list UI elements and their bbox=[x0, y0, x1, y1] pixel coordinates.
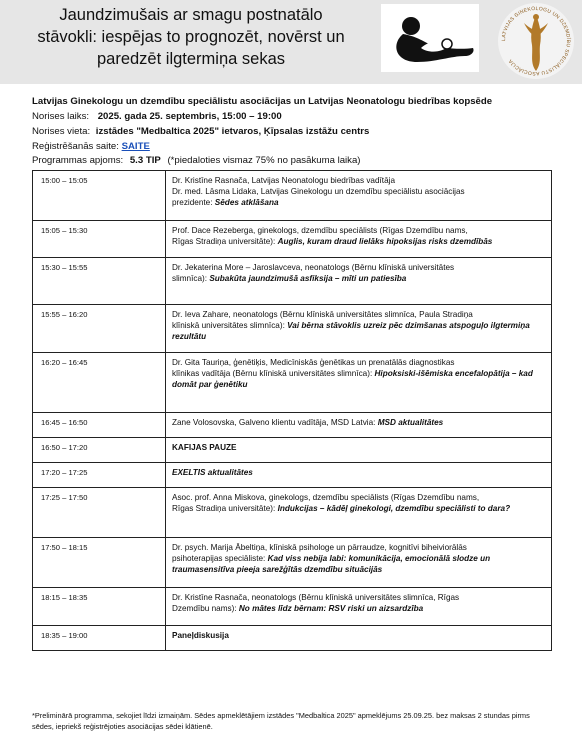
volume-note: (*piedaloties vismaz 75% no pasākuma laika) bbox=[167, 155, 361, 166]
time-label: Norises laiks: bbox=[32, 111, 90, 122]
title-line-3: paredzēt ilgtermiņa sekas bbox=[96, 50, 285, 68]
schedule-row bbox=[33, 221, 552, 258]
schedule-time: 18:35 – 19:00 bbox=[33, 626, 166, 651]
schedule-topic: MSD aktualitātes bbox=[377, 418, 444, 427]
schedule-time: 16:20 – 16:45 bbox=[33, 353, 166, 413]
schedule-speaker-text: Prof. Dace Rezeberga, ginekologs, dzemdību speciālists (Rīgas Dzemdību nams, bbox=[172, 226, 468, 235]
schedule-time: 15:55 – 16:20 bbox=[33, 305, 166, 353]
schedule-description bbox=[166, 626, 552, 651]
schedule-time: 15:00 – 15:05 bbox=[33, 171, 166, 221]
schedule-speaker-text: Zane Volosovska, Galveno klientu vadītāja, MSD Latvia: bbox=[172, 418, 378, 427]
schedule-description bbox=[166, 538, 552, 588]
schedule-row bbox=[33, 538, 552, 588]
schedule-speaker-text: Dr. Gita Tauriņa, ģenētiķis, Medicīniskās ģenētikas un prenatālās diagnostikas bbox=[172, 358, 455, 367]
schedule-description bbox=[166, 488, 552, 538]
time-line bbox=[32, 111, 282, 123]
schedule-speaker-text: Dzemdību nams): bbox=[172, 604, 239, 613]
schedule-speaker-text: klīniskā universitātes slimnīca): bbox=[172, 321, 288, 330]
footer-note: *Preliminārā programma, sekojiet līdzi izmaiņām. Sēdes apmeklētājiem izstādes "Medbaltica 2025" apmeklējums 25.09.25. bez maksas 2 stundas pirms sēdes, iepriekš reģistrējoties asociācijas sēdei klātienē. bbox=[32, 711, 530, 731]
schedule-speaker-text: Paneļdiskusija bbox=[172, 631, 229, 640]
schedule-row bbox=[33, 413, 552, 438]
schedule-description bbox=[166, 438, 552, 463]
volume-label: Programmas apjoms: bbox=[32, 155, 124, 166]
schedule-time: 17:20 – 17:25 bbox=[33, 463, 166, 488]
schedule-speaker-text: Dr. Kristīne Rasnača, neonatologs (Bērnu klīniskā universitātes slimnīca, Rīgas bbox=[172, 593, 460, 602]
schedule-speaker-text: Dr. Jekaterina More – Jaroslavceva, neonatologs (Bērnu klīniskā universitātes bbox=[172, 263, 455, 272]
neonatologists-logo-icon bbox=[381, 4, 479, 72]
schedule-topic: Hipoksiski-išēmiska encefalopātija – kad domāt par ģenētiku bbox=[172, 369, 533, 389]
page-header bbox=[0, 0, 582, 84]
schedule-row bbox=[33, 258, 552, 305]
registration-line bbox=[32, 141, 150, 153]
place-label: Norises vieta: bbox=[32, 126, 91, 137]
schedule-table bbox=[32, 170, 552, 651]
schedule-speaker-text: klīnikas vadītāja (Bērnu klīniskā universitātes slimnīca): bbox=[172, 369, 375, 378]
schedule-time: 16:45 – 16:50 bbox=[33, 413, 166, 438]
schedule-time: 15:05 – 15:30 bbox=[33, 221, 166, 258]
schedule-row bbox=[33, 463, 552, 488]
schedule-topic: No mātes līdz bērnam: RSV riski un aizsardzība bbox=[238, 604, 424, 613]
schedule-speaker-text: Dr. psych. Marija Ābeltiņa, klīniskā psihologe un pārraudze, kognitīvi biheiviorālās bbox=[172, 543, 467, 552]
schedule-time: 15:30 – 15:55 bbox=[33, 258, 166, 305]
volume-line bbox=[32, 155, 361, 167]
schedule-topic: Auglis, kuram draud lielāks hipoksijas risks dzemdībās bbox=[277, 237, 493, 246]
schedule-time: 16:50 – 17:20 bbox=[33, 438, 166, 463]
schedule-row bbox=[33, 353, 552, 413]
schedule-time: 17:50 – 18:15 bbox=[33, 538, 166, 588]
time-value: 2025. gada 25. septembris, 15:00 – 19:00 bbox=[97, 111, 282, 122]
schedule-topic: EXELTIS aktualitātes bbox=[172, 468, 253, 477]
schedule-speaker-text: slimnīca): bbox=[172, 274, 210, 283]
title-line-2: stāvokli: iespējas to prognozēt, novērst un bbox=[37, 28, 345, 46]
schedule-time: 17:25 – 17:50 bbox=[33, 488, 166, 538]
schedule-description bbox=[166, 305, 552, 353]
page-title bbox=[8, 4, 374, 70]
schedule-description bbox=[166, 258, 552, 305]
volume-value: 5.3 TIP bbox=[129, 155, 161, 166]
schedule-speaker-text: Rīgas Stradiņa universitāte): bbox=[172, 237, 278, 246]
schedule-row bbox=[33, 171, 552, 221]
schedule-description bbox=[166, 588, 552, 626]
schedule-description bbox=[166, 463, 552, 488]
schedule-topic: Vai bērna stāvoklis uzreiz pēc dzimšanas atspoguļo ilgtermiņa rezultātu bbox=[172, 321, 530, 341]
schedule-description bbox=[166, 413, 552, 438]
schedule-description bbox=[166, 353, 552, 413]
schedule-topic: Indukcijas – kādēļ ginekologi, dzemdību speciālisti to dara? bbox=[277, 504, 511, 513]
registration-link[interactable]: SAITE bbox=[121, 141, 150, 152]
schedule-speaker-text: Dr. Ieva Zahare, neonatologs (Bērnu klīniskā universitātes slimnīca, Paula Stradiņa bbox=[172, 310, 473, 319]
schedule-speaker-text: Dr. Kristīne Rasnača, Latvijas Neonatologu biedrības vadītāja bbox=[172, 176, 396, 185]
schedule-row bbox=[33, 305, 552, 353]
schedule-speaker-text: Dr. med. Lāsma Lidaka, Latvijas Ginekologu un dzemdību speciālistu asociācijas bbox=[172, 187, 465, 196]
schedule-topic: Kad viss nebija labi: komunikācija, emocionālā slodze un traumasensitīva pieeja sarežģītās dzemdību situācijās bbox=[172, 554, 491, 574]
schedule-speaker-text: psihoterapijas speciāliste: bbox=[172, 554, 268, 563]
schedule-speaker-text: KAFIJAS PAUZE bbox=[172, 443, 237, 452]
registration-label: Reģistrēšanās saite: bbox=[32, 141, 119, 152]
schedule-row bbox=[33, 438, 552, 463]
place-line bbox=[32, 126, 369, 138]
schedule-topic: Sēdes atklāšana bbox=[214, 198, 279, 207]
schedule-topic: Subakūta jaundzimušā asfiksija – mīti un patiesība bbox=[209, 274, 407, 283]
schedule-description bbox=[166, 221, 552, 258]
schedule-row bbox=[33, 488, 552, 538]
place-value: izstādes "Medbaltica 2025" ietvaros, Ķīpsalas izstāžu centrs bbox=[95, 126, 370, 137]
schedule-speaker-text: Rīgas Stradiņa universitāte): bbox=[172, 504, 278, 513]
schedule-speaker-text: prezidente: bbox=[172, 198, 215, 207]
schedule-description bbox=[166, 171, 552, 221]
schedule-speaker-text: Asoc. prof. Anna Miskova, ginekologs, dzemdību speciālists (Rīgas Dzemdību nams, bbox=[172, 493, 480, 502]
gynecologists-association-seal-icon bbox=[494, 1, 578, 81]
title-line-1: Jaundzimušais ar smagu postnatālo bbox=[59, 6, 323, 24]
schedule-row bbox=[33, 588, 552, 626]
svg-text:LATVIJAS GINEKOLOGU UN DZEMDĪB: LATVIJAS GINEKOLOGU UN DZEMDĪBU SPECIĀLISTU ASOCIĀCIJA bbox=[500, 5, 572, 77]
organizers-line: Latvijas Ginekologu un dzemdību speciālistu asociācijas un Latvijas Neonatologu biedrības kopsēde bbox=[32, 96, 493, 107]
schedule-row bbox=[33, 626, 552, 651]
schedule-time: 18:15 – 18:35 bbox=[33, 588, 166, 626]
